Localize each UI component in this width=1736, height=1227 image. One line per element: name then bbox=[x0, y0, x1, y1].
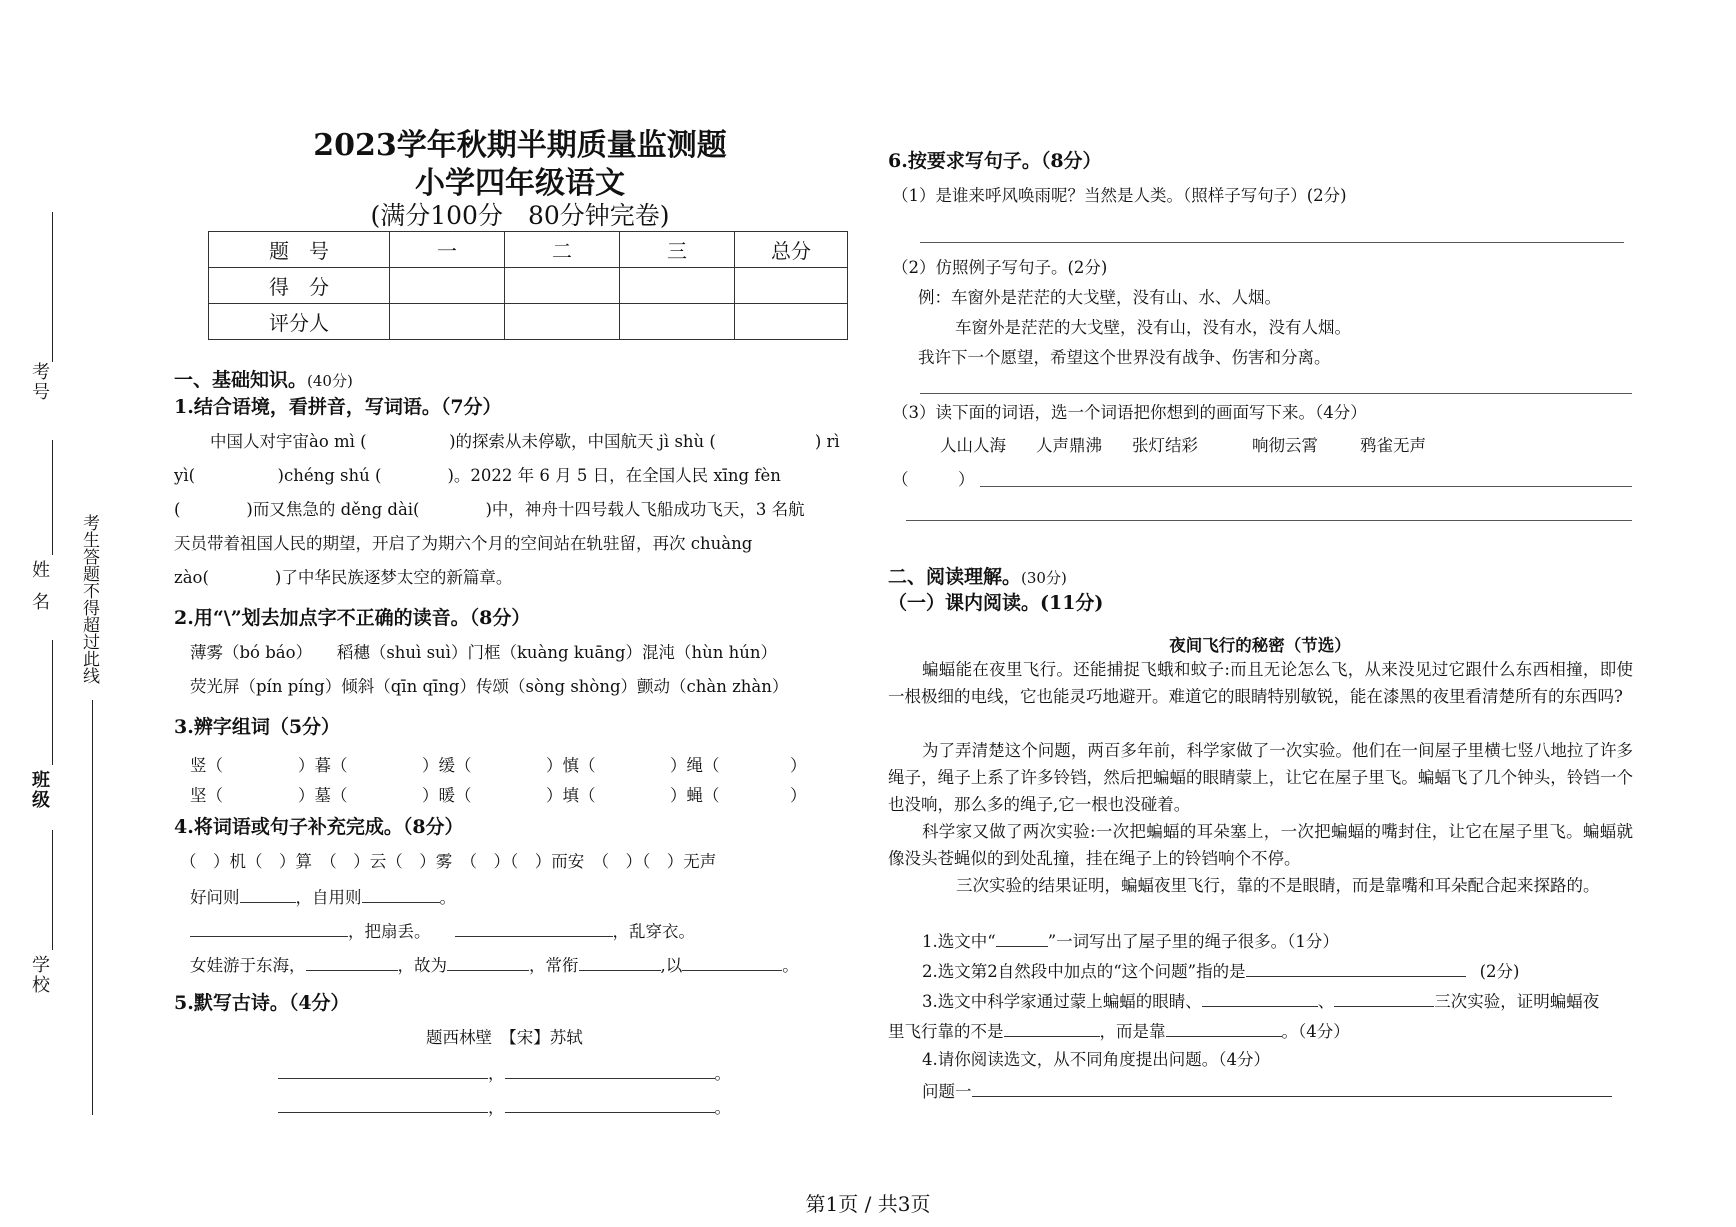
answer-blank[interactable] bbox=[579, 954, 661, 971]
part2-sub: （一）课内阅读。(11分) bbox=[888, 592, 1104, 614]
q-text: 3.选文中科学家通过蒙上蝙蝠的眼睛、 bbox=[922, 992, 1202, 1011]
table-cell[interactable] bbox=[505, 268, 620, 304]
part1-points: (40分) bbox=[307, 372, 353, 390]
answer-blank[interactable] bbox=[1004, 1020, 1100, 1037]
table-cell: 三 bbox=[620, 232, 735, 268]
reading-q4-answer bbox=[922, 1080, 1612, 1102]
reading-q3 bbox=[922, 990, 1599, 1012]
q6-s1: （1）是谁来呼风唤雨呢？当然是人类。（照样子写句子）(2分) bbox=[892, 186, 1347, 205]
q3-cell[interactable]: ）暮（ bbox=[298, 756, 348, 775]
answer-blank[interactable] bbox=[278, 1096, 488, 1113]
poem-period: 。 bbox=[714, 1064, 731, 1083]
answer-blank[interactable] bbox=[447, 954, 529, 971]
table-cell[interactable] bbox=[620, 304, 735, 340]
poem-title: 题西林壁 【宋】苏轼 bbox=[426, 1028, 583, 1047]
q3-title: 3.辨字组词（5分） bbox=[174, 716, 341, 738]
q-text: 里飞行靠的不是 bbox=[888, 1022, 1004, 1041]
label-kaohao: 考号 bbox=[29, 362, 50, 402]
reading-q3-cont bbox=[888, 1020, 1350, 1042]
q-text: ，而是靠 bbox=[1099, 1022, 1166, 1041]
exam-info: (满分100分 80分钟完卷) bbox=[370, 201, 670, 230]
q6-s2-example2: 车窗外是茫茫的大戈壁，没有山，没有水，没有人烟。 bbox=[955, 318, 1351, 337]
answer-blank[interactable] bbox=[1166, 1020, 1282, 1037]
table-cell: 二 bbox=[505, 232, 620, 268]
table-cell: 题 号 bbox=[209, 232, 390, 268]
q-text: 1.选文中“ bbox=[922, 932, 996, 951]
q-text: 、 bbox=[1317, 992, 1335, 1011]
q-text: ”一词写出了屋子里的绳子很多。（1分） bbox=[1047, 932, 1339, 951]
binding-line-left bbox=[52, 212, 53, 362]
q3-cell[interactable]: ） bbox=[790, 786, 807, 805]
exam-subtitle: 小学四年级语文 bbox=[415, 166, 625, 201]
answer-line[interactable] bbox=[980, 486, 1632, 487]
binding-notice: 考生答题不得超过此线 bbox=[79, 514, 99, 684]
reading-q2 bbox=[922, 960, 1520, 982]
q4-label: 问题一 bbox=[922, 1082, 972, 1101]
q1-line5: zào( )了中华民族逐梦太空的新篇章。 bbox=[174, 568, 513, 587]
answer-blank[interactable] bbox=[972, 1080, 1612, 1097]
q4-text: ，常衔 bbox=[529, 956, 579, 975]
article-title: 夜间飞行的秘密（节选） bbox=[1169, 636, 1351, 655]
word-option: 人声鼎沸 bbox=[1036, 436, 1102, 455]
answer-blank[interactable] bbox=[190, 920, 348, 937]
q4-line3 bbox=[190, 920, 695, 942]
q4-title: 4.将词语或句子补充完成。（8分） bbox=[174, 816, 464, 838]
q6-s2-question: 我许下一个愿望，希望这个世界没有战争、伤害和分离。 bbox=[918, 348, 1331, 367]
q4-line1: （ ）机（ ）算 （ ）云（ ）雾 （ ）（ ）而安 （ ）（ ）无声 bbox=[180, 852, 717, 871]
q4-text: ,以 bbox=[660, 956, 683, 975]
q3-cell[interactable]: ）蝇（ bbox=[670, 786, 720, 805]
poem-comma: ， bbox=[488, 1098, 505, 1117]
q3-cell[interactable]: ）绳（ bbox=[670, 756, 720, 775]
table-cell: 总分 bbox=[735, 232, 848, 268]
q3-cell[interactable]: ）缓（ bbox=[422, 756, 472, 775]
word-option: 张灯结彩 bbox=[1132, 436, 1198, 455]
article-paragraph-1: 蝙蝠能在夜里飞行。还能捕捉飞蛾和蚊子:而且无论怎么飞，从来没见过它跟什么东西相撞，即使一根极细的电线，它也能灵巧地避开。难道它的眼睛特别敏锐，能在漆黑的夜里看清楚所有的东西吗? bbox=[888, 660, 1633, 706]
answer-blank[interactable] bbox=[278, 1062, 488, 1079]
answer-blank[interactable] bbox=[362, 886, 440, 903]
answer-blank[interactable] bbox=[1246, 960, 1466, 977]
q4-text: 好问则 bbox=[190, 888, 240, 907]
binding-cut-line bbox=[92, 700, 93, 1115]
label-xingming: 姓名 bbox=[29, 560, 50, 624]
word-option: 人山人海 bbox=[940, 436, 1006, 455]
table-cell[interactable] bbox=[735, 268, 848, 304]
q-text: 三次实验，证明蝙蝠夜 bbox=[1434, 992, 1600, 1011]
q2-line2: 荧光屏（pín píng）倾斜（qīn qīng）传颂（sòng shòng）颤动（chàn zhàn） bbox=[190, 677, 789, 696]
answer-blank[interactable] bbox=[306, 954, 398, 971]
answer-blank[interactable] bbox=[505, 1096, 715, 1113]
answer-blank[interactable] bbox=[455, 920, 613, 937]
table-cell[interactable] bbox=[505, 304, 620, 340]
q3-cell[interactable]: ） bbox=[790, 756, 807, 775]
q1-line4: 天员带着祖国人民的期望，开启了为期六个月的空间站在轨驻留，再次 chuàng bbox=[174, 534, 753, 553]
q3-cell[interactable]: ）墓（ bbox=[298, 786, 348, 805]
poem-line2 bbox=[278, 1096, 731, 1118]
poem-comma: ， bbox=[488, 1064, 505, 1083]
table-cell[interactable] bbox=[390, 304, 505, 340]
word-option: 响彻云霄 bbox=[1252, 436, 1318, 455]
q2-line1: 薄雾（bó báo） 稻穗（shuì suì）门框（kuàng kuāng）混沌（hùn hún） bbox=[190, 643, 777, 662]
label-banji: 班级 bbox=[29, 770, 50, 810]
q4-text: 女娃游于东海， bbox=[190, 956, 306, 975]
q6-title: 6.按要求写句子。（8分） bbox=[888, 150, 1102, 172]
answer-blank[interactable] bbox=[1202, 990, 1318, 1007]
answer-line[interactable] bbox=[906, 520, 1632, 521]
q4-text: ，自用则 bbox=[295, 888, 362, 907]
table-cell[interactable] bbox=[620, 268, 735, 304]
article-paragraph-2: 为了弄清楚这个问题，两百多年前，科学家做了一次实验。他们在一间屋子里横七竖八地拉了许多绳子，绳子上系了许多铃铛，然后把蝙蝠的眼睛蒙上，让它在屋子里飞。蝙蝠飞了几个钟头，铃铛一个也没响，那么多的绳子,它一根也没碰着。 bbox=[888, 741, 1633, 814]
answer-blank[interactable] bbox=[1334, 990, 1434, 1007]
q5-title: 5.默写古诗。（4分） bbox=[174, 992, 350, 1014]
binding-line-left-4 bbox=[52, 830, 53, 950]
q-text: (2分) bbox=[1479, 962, 1520, 981]
q4-line4 bbox=[190, 954, 799, 976]
answer-line[interactable] bbox=[920, 393, 1632, 394]
q6-s3: （3）读下面的词语，选一个词语把你想到的画面写下来。（4分） bbox=[892, 403, 1367, 422]
q-text: 。（4分） bbox=[1281, 1022, 1350, 1041]
reading-q1 bbox=[922, 930, 1339, 952]
q4-text: 。 bbox=[439, 888, 456, 907]
q6-s3-paren[interactable]: （ ） bbox=[892, 470, 975, 489]
answer-blank[interactable] bbox=[682, 954, 782, 971]
article-paragraph-4: 三次实验的结果证明，蝙蝠夜里飞行，靠的不是眼睛，而是靠嘴和耳朵配合起来探路的。 bbox=[956, 876, 1600, 895]
label-xuexiao: 学校 bbox=[29, 955, 50, 995]
word-option: 鸦雀无声 bbox=[1360, 436, 1426, 455]
table-cell[interactable] bbox=[735, 304, 848, 340]
answer-blank[interactable] bbox=[996, 930, 1048, 947]
q1-line2: yì( )chéng shú ( )。2022 年 6 月 5 日，在全国人民 xīng fèn bbox=[174, 466, 781, 485]
q3-cell[interactable]: ）填（ bbox=[546, 786, 596, 805]
q4-text: ，乱穿衣。 bbox=[612, 922, 695, 941]
q3-cell: 坚（ bbox=[190, 786, 223, 805]
q6-s2-example1: 例：车窗外是茫茫的大戈壁，没有山、水、人烟。 bbox=[918, 288, 1281, 307]
q-text: 2.选文第2自然段中加点的“这个问题”指的是 bbox=[922, 962, 1246, 981]
table-row bbox=[209, 232, 848, 268]
part2-points: (30分) bbox=[1021, 569, 1067, 587]
table-cell: 得 分 bbox=[209, 268, 390, 304]
answer-blank[interactable] bbox=[505, 1062, 715, 1079]
q2-title: 2.用“\”划去加点字不正确的读音。（8分） bbox=[174, 607, 531, 629]
table-cell: 一 bbox=[390, 232, 505, 268]
poem-line1 bbox=[278, 1062, 731, 1084]
poem-period: 。 bbox=[714, 1098, 731, 1117]
exam-title: 2023学年秋期半期质量监测题 bbox=[313, 128, 727, 163]
answer-line[interactable] bbox=[920, 242, 1624, 243]
q3-cell[interactable]: ）暖（ bbox=[422, 786, 472, 805]
q1-line1: 中国人对宇宙ào mì ( )的探索从未停歇，中国航天 jì shù ( ) rì bbox=[210, 432, 840, 451]
article-paragraph-3: 科学家又做了两次实验:一次把蝙蝠的耳朵塞上，一次把蝙蝠的嘴封住，让它在屋子里飞。蝙蝠就像没头苍蝇似的到处乱撞，挂在绳子上的铃铛响个不停。 bbox=[888, 822, 1633, 868]
q4-text: ，故为 bbox=[397, 956, 447, 975]
reading-q4: 4.请你阅读选文，从不同角度提出问题。（4分） bbox=[922, 1050, 1270, 1069]
part2-heading-text: 二、阅读理解。 bbox=[888, 566, 1022, 588]
q3-cell: 竖（ bbox=[190, 756, 223, 775]
part1-heading bbox=[174, 365, 353, 392]
q1-title: 1.结合语境，看拼音，写词语。（7分） bbox=[174, 396, 502, 418]
table-row bbox=[209, 268, 848, 304]
q4-text: 。 bbox=[782, 956, 799, 975]
answer-blank[interactable] bbox=[240, 886, 296, 903]
table-row bbox=[209, 304, 848, 340]
binding-line-left-3 bbox=[52, 640, 53, 765]
score-table bbox=[208, 231, 848, 340]
part2-heading bbox=[888, 562, 1067, 589]
q4-text: ，把扇丢。 bbox=[348, 922, 431, 941]
binding-line-left-2 bbox=[52, 440, 53, 555]
q1-line3: ( )而又焦急的 děng dài( )中，神舟十四号载人飞船成功飞天，3 名航 bbox=[174, 500, 805, 519]
q3-cell[interactable]: ）慎（ bbox=[546, 756, 596, 775]
q6-s2: （2）仿照例子写句子。(2分) bbox=[892, 258, 1108, 277]
q4-line2 bbox=[190, 886, 456, 908]
page-number: 第1页 / 共3页 bbox=[805, 1192, 931, 1216]
table-cell[interactable] bbox=[390, 268, 505, 304]
part1-heading-text: 一、基础知识。 bbox=[174, 369, 308, 391]
table-cell: 评分人 bbox=[209, 304, 390, 340]
